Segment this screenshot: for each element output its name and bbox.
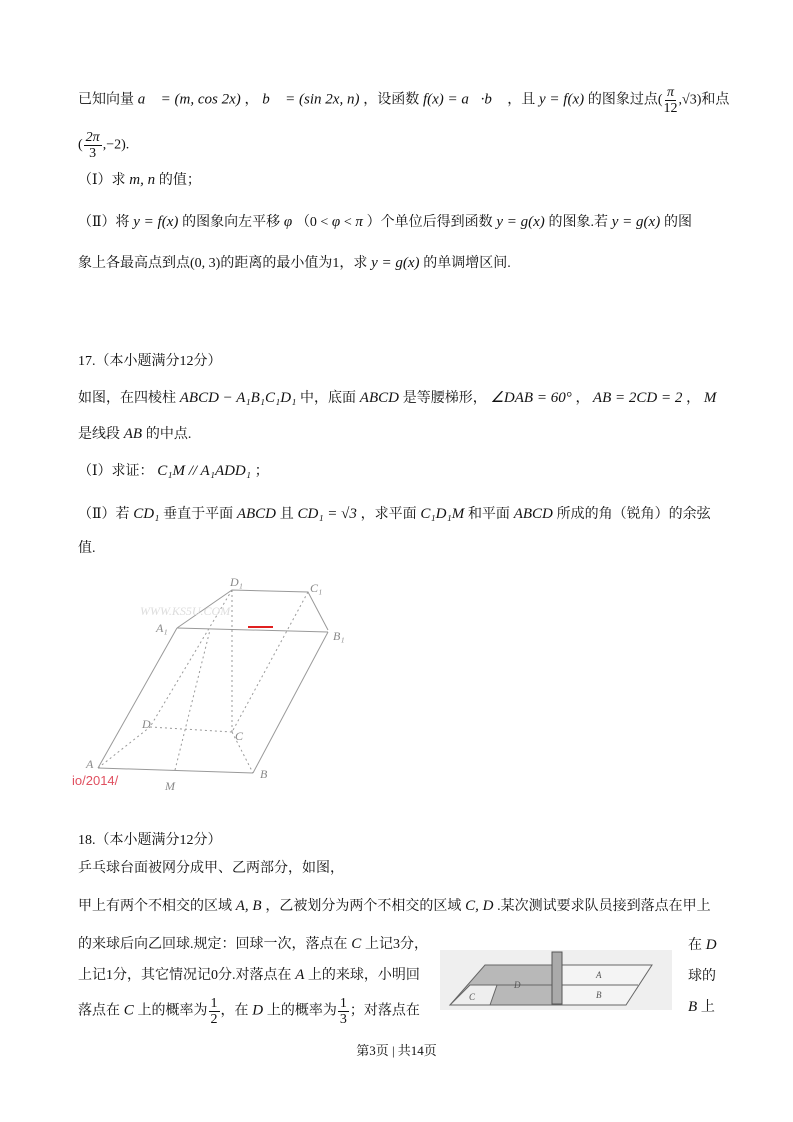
math-expression: C₁D₁M <box>416 506 468 522</box>
label-c1: C₁ <box>310 581 323 595</box>
text-segment: 18.（本小题满分12分） <box>78 833 222 848</box>
text-segment: 的值； <box>158 173 201 188</box>
math-expression: m, n <box>125 172 159 188</box>
math-expression: φ <box>280 214 296 230</box>
label-d1: D₁ <box>230 575 243 589</box>
label-a1: A₁ <box>156 621 168 635</box>
text-segment: ，设函数 <box>363 92 420 108</box>
text-segment: （Ⅰ）求 <box>78 173 126 188</box>
label-b1: B₁ <box>333 629 345 643</box>
math-expression: f(x) = a⃗·b⃗ <box>419 91 508 108</box>
table-tennis-figure <box>440 950 672 1010</box>
fraction <box>338 996 349 1027</box>
text-segment: ；对落点在 <box>349 1003 420 1019</box>
text-segment: 落点在 <box>78 1003 120 1019</box>
math-expression: C <box>347 936 366 952</box>
text-segment: （0 < <box>295 215 332 230</box>
numerator: 1 <box>210 996 218 1011</box>
page-footer: 第3页 | 共14页 <box>356 1043 437 1058</box>
text-segment: 乒乓球台面被网分成甲、乙两部分，如图， <box>78 861 344 876</box>
math-expression: C, D <box>461 898 498 914</box>
text-segment: 17.（本小题满分12分） <box>78 354 222 369</box>
text-segment: 的图 <box>663 215 692 230</box>
text-segment: 上记1分，其它情况记0分.对落点在 <box>78 968 292 983</box>
text-segment: ， <box>575 391 590 406</box>
text-segment: 上的概率为 <box>266 1003 337 1019</box>
math-expression: y = g(x) <box>492 214 549 230</box>
q18-right-text <box>688 965 714 985</box>
math-expression: CD₁ <box>129 506 164 522</box>
math-expression: b⃗ = (sin 2x, n) <box>258 91 364 108</box>
math-expression: D <box>702 937 717 953</box>
math-expression: CD₁ = √3 <box>293 506 361 522</box>
text-segment: 的图象.若 <box>548 215 609 230</box>
top-edge <box>177 628 328 632</box>
label-a: A <box>596 970 602 980</box>
text-segment: 在 <box>688 938 702 953</box>
q18-line <box>78 896 711 917</box>
text-segment: 和平面 <box>467 507 510 522</box>
q18-line <box>78 934 428 955</box>
text-segment: 的图象过点( <box>587 92 663 108</box>
q17-part1 <box>78 461 269 482</box>
math-expression: y = f(x) <box>535 91 588 108</box>
net <box>552 952 562 1004</box>
fraction <box>209 996 220 1027</box>
math-expression: ABCD − A₁B₁C₁D₁ <box>176 390 301 406</box>
q17-line <box>78 424 191 445</box>
text-segment: 的来球后向乙回球.规定：回球一次，落点在 <box>78 937 348 952</box>
q18-right-text <box>688 934 717 954</box>
math-expression: π <box>355 214 367 230</box>
text-segment: ( <box>78 137 83 153</box>
math-expression: y = g(x) <box>367 255 424 271</box>
text-segment: 的中点. <box>145 427 192 442</box>
text-segment: 是等腰梯形， <box>402 391 487 406</box>
math-expression: AB <box>120 426 146 442</box>
q16-line <box>78 130 129 161</box>
label-b: B <box>596 990 602 1000</box>
label-d: D <box>514 980 521 990</box>
text-segment: （Ⅱ）若 <box>78 507 130 522</box>
text-segment: 上的来球，小明回 <box>307 968 420 983</box>
math-expression: y = f(x) <box>129 214 183 230</box>
q16-line <box>78 85 729 116</box>
denominator: 2 <box>210 1012 218 1027</box>
math-expression: ABCD <box>233 506 280 522</box>
text-segment: ，求平面 <box>360 507 417 522</box>
denominator: 12 <box>663 101 678 116</box>
text-segment: （Ⅱ）将 <box>78 215 130 230</box>
text-segment: 值. <box>78 541 96 556</box>
label-c: C <box>235 729 244 743</box>
math-expression: C₁M // A₁ADD₁ <box>153 463 255 479</box>
q18-heading <box>78 831 222 851</box>
text-segment: ,√3)和点 <box>678 92 730 108</box>
text-segment: 上记3分， <box>365 937 429 952</box>
math-expression: C <box>120 1002 138 1019</box>
stamp-text: io/2014/ <box>72 773 119 788</box>
text-segment: ，且 <box>507 92 536 108</box>
text-segment: （Ⅰ）求证： <box>78 464 154 479</box>
q17-heading <box>78 352 222 372</box>
q17-line <box>78 539 96 559</box>
math-expression: ABCD <box>509 506 557 522</box>
text-segment: 所成的角（锐角）的余弦 <box>556 507 711 522</box>
label-b: B <box>260 767 268 781</box>
text-segment: ； <box>254 464 269 479</box>
math-expression: AB = 2CD = 2 <box>589 390 687 406</box>
math-expression: ∠DAB = 60° <box>486 390 576 406</box>
text-segment: 已知向量 <box>78 92 134 108</box>
q18-line <box>78 859 344 879</box>
math-expression: φ <box>331 214 344 230</box>
text-segment: ， <box>244 92 259 108</box>
label-c: C <box>469 992 476 1002</box>
q18-line <box>78 965 420 986</box>
q18-right-text <box>688 996 714 1016</box>
text-segment: 且 <box>279 507 294 522</box>
q16-line <box>78 253 511 274</box>
watermark-text: WWW.KS5U.COM <box>140 604 231 618</box>
q17-part2 <box>78 504 711 525</box>
text-segment: ,−2). <box>102 137 130 153</box>
label-a: A <box>86 757 94 771</box>
q16-part2 <box>78 212 692 233</box>
math-expression: A, B <box>232 898 266 914</box>
q18-line <box>78 996 420 1027</box>
text-segment: 象上各最高点到点(0, 3)的距离的最小值为1，求 <box>78 256 368 271</box>
q17-line <box>78 388 716 409</box>
text-segment: < <box>343 215 356 230</box>
text-segment: ，在 <box>220 1003 249 1019</box>
text-segment: 中，底面 <box>300 391 357 406</box>
numerator: 1 <box>339 996 347 1011</box>
text-segment: ）个单位后得到函数 <box>366 215 493 230</box>
text-segment: 上 <box>700 1000 715 1015</box>
fraction <box>664 85 678 116</box>
text-segment: ， <box>686 391 701 406</box>
side-edge <box>98 628 177 768</box>
text-segment: 的单调增区间. <box>423 256 511 271</box>
label-m: M <box>165 779 175 793</box>
text-segment: 上的概率为 <box>137 1003 208 1019</box>
denominator: 3 <box>339 1012 347 1027</box>
text-segment: ，乙被划分为两个不相交的区域 <box>265 899 462 914</box>
q16-part1 <box>78 170 201 191</box>
prism-figure <box>70 570 370 800</box>
math-expression: ABCD <box>356 390 403 406</box>
math-expression: A <box>291 967 308 983</box>
math-expression: D <box>248 1002 267 1019</box>
text-segment: .某次测试要求队员接到落点在甲上 <box>497 899 711 914</box>
math-expression: a⃗ = (m, cos 2x) <box>134 91 245 108</box>
fraction <box>84 130 102 161</box>
label-d: D <box>142 717 151 731</box>
math-expression: B <box>688 999 701 1015</box>
math-expression: M <box>700 390 717 406</box>
text-segment: 的图象向左平移 <box>182 215 281 230</box>
text-segment: 垂直于平面 <box>163 507 234 522</box>
text-segment: 如图，在四棱柱 <box>78 391 176 406</box>
side-edge <box>253 632 328 773</box>
text-segment: 球的 <box>688 969 716 984</box>
denominator: 3 <box>89 146 97 161</box>
numerator: π <box>667 85 675 100</box>
numerator: 2π <box>85 130 100 145</box>
text-segment: 甲上有两个不相交的区域 <box>78 899 232 914</box>
math-expression: y = g(x) <box>608 214 664 230</box>
text-segment: 是线段 <box>78 427 120 442</box>
